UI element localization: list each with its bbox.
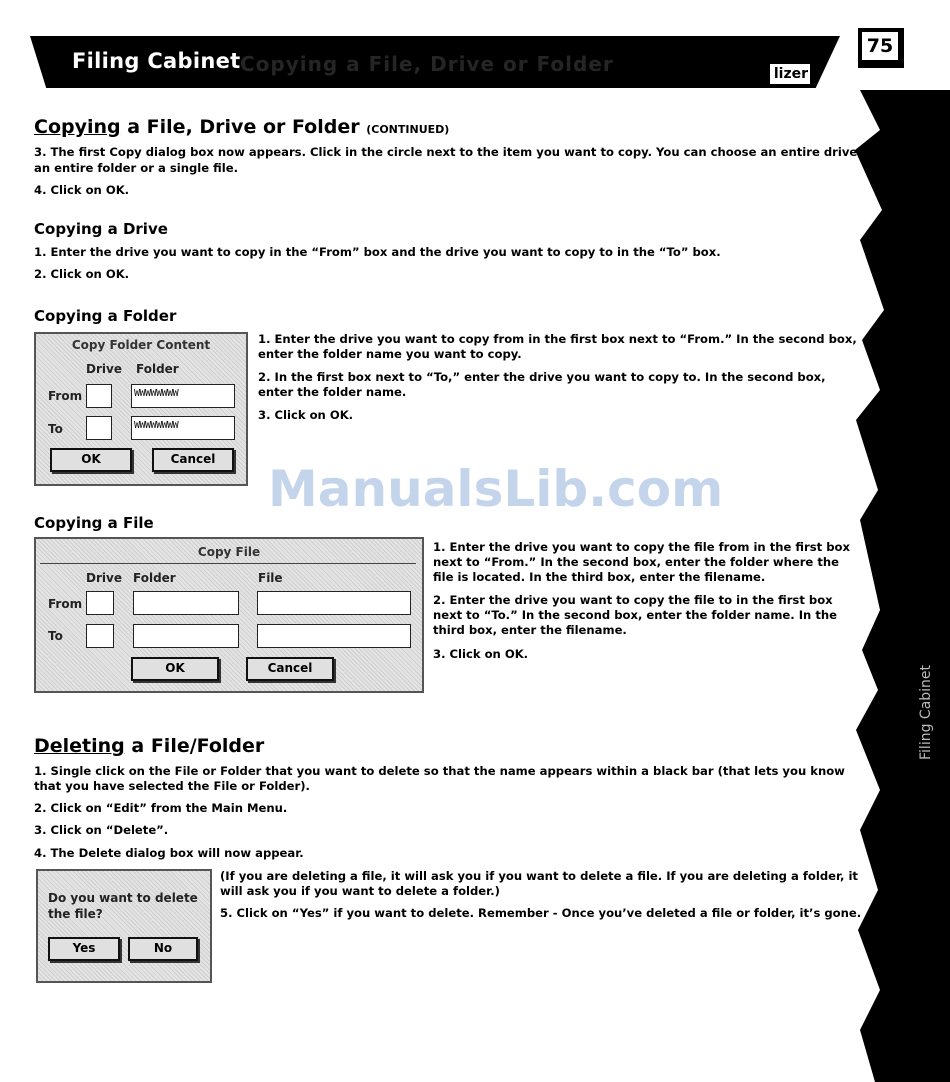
heading-continued: (CONTINUED) <box>366 123 450 136</box>
drive-step-1: 1. Enter the drive you want to copy in the “From” box and the drive you want to copy to in the “To” box. <box>34 245 721 259</box>
copy-step-4: 4. Click on OK. <box>34 183 130 197</box>
dialog-title: Copy File <box>197 545 261 559</box>
copy-step-3-cont: an entire folder or a single file. <box>34 161 238 175</box>
heading-rest: a File, Drive or Folder <box>120 116 367 138</box>
from-label: From <box>48 389 83 403</box>
to-label: To <box>48 422 63 436</box>
delete-question-line-2: the file? <box>48 907 103 921</box>
to-drive-input[interactable] <box>86 624 114 648</box>
column-folder-label: Folder <box>136 362 179 376</box>
ok-button[interactable]: OK <box>50 448 132 472</box>
side-tab-label: Filing Cabinet <box>918 664 934 760</box>
from-file-input[interactable] <box>257 591 411 615</box>
from-folder-input[interactable]: WWWWWWWW <box>131 384 235 408</box>
delete-dialog <box>36 869 212 983</box>
folder-step-1a: 1. Enter the drive you want to copy from in the first box next to “From.” In the second box, <box>258 332 857 346</box>
drive-step-2: 2. Click on OK. <box>34 267 130 281</box>
section-heading-drive: Copying a Drive <box>34 220 168 238</box>
from-drive-input[interactable] <box>86 384 112 408</box>
folder-step-2a: 2. In the first box next to “To,” enter the drive you want to copy to. In the second box, <box>258 370 826 384</box>
watermark: ManualsLib.com <box>268 460 724 518</box>
folder-step-1b: enter the folder name you want to copy. <box>258 347 522 361</box>
heading-underlined-word: Deleting <box>34 735 125 757</box>
title-divider <box>40 563 416 564</box>
from-drive-input[interactable] <box>86 591 114 615</box>
delete-step-3: 3. Click on “Delete”. <box>34 823 169 837</box>
to-file-input[interactable] <box>257 624 411 648</box>
file-step-1c: file is located. In the third box, enter the filename. <box>433 570 766 584</box>
column-drive-label: Drive <box>86 571 122 585</box>
to-label: To <box>48 629 63 643</box>
file-step-2b: next to “To.” In the second box, enter the folder name. In the <box>433 608 837 622</box>
delete-step-1a: 1. Single click on the File or Folder that you want to delete so that the name appears within a black bar (that lets you know <box>34 764 845 778</box>
page-title: Filing Cabinet <box>72 49 241 73</box>
folder-step-2b: enter the folder name. <box>258 385 407 399</box>
section-heading-file: Copying a File <box>34 514 154 532</box>
copy-folder-dialog <box>34 332 248 486</box>
from-label: From <box>48 597 83 611</box>
delete-question-line-1: Do you want to delete <box>48 891 198 905</box>
file-step-1a: 1. Enter the drive you want to copy the file from in the first box <box>433 540 850 554</box>
to-drive-input[interactable] <box>86 416 112 440</box>
ok-button[interactable]: OK <box>131 657 219 681</box>
section-heading-folder: Copying a Folder <box>34 307 177 325</box>
delete-step-1b: that you have selected the File or Folder). <box>34 779 310 793</box>
column-folder-label: Folder <box>133 571 176 585</box>
header-ghost-title: Copying a File, Drive or Folder <box>240 52 614 76</box>
column-drive-label: Drive <box>86 362 122 376</box>
section-heading-delete <box>34 735 264 757</box>
torn-edge-decoration <box>820 90 950 1082</box>
page-number: 75 <box>862 32 898 60</box>
copy-file-dialog <box>34 537 424 693</box>
to-folder-input[interactable] <box>133 624 239 648</box>
to-folder-input[interactable]: WWWWWWWW <box>131 416 235 440</box>
file-step-2a: 2. Enter the drive you want to copy the file to in the first box <box>433 593 833 607</box>
delete-step-2: 2. Click on “Edit” from the Main Menu. <box>34 801 288 815</box>
cancel-button[interactable]: Cancel <box>152 448 234 472</box>
delete-note-a: (If you are deleting a file, it will ask you if you want to delete a file. If you are deleting a folder, it <box>220 869 858 883</box>
brand-logo: lizer <box>770 64 810 84</box>
yes-button[interactable]: Yes <box>48 937 120 961</box>
no-button[interactable]: No <box>128 937 198 961</box>
file-step-2c: third box, enter the filename. <box>433 623 627 637</box>
delete-step-4: 4. The Delete dialog box will now appear. <box>34 846 304 860</box>
delete-note-b: will ask you if you want to delete a folder.) <box>220 884 500 898</box>
folder-step-3: 3. Click on OK. <box>258 408 354 422</box>
delete-step-5: 5. Click on “Yes” if you want to delete. Remember - Once you’ve deleted a file or folder, it’s gone. <box>220 906 862 920</box>
copy-step-3: 3. The first Copy dialog box now appears. Click in the circle next to the item you want to copy. You can choose an entire drive, <box>34 145 862 159</box>
file-step-3: 3. Click on OK. <box>433 647 529 661</box>
from-folder-input[interactable] <box>133 591 239 615</box>
section-heading-copy <box>34 116 449 138</box>
column-file-label: File <box>258 571 283 585</box>
heading-rest: a File/Folder <box>124 735 265 757</box>
file-step-1b: next to “From.” In the second box, enter the folder where the <box>433 555 839 569</box>
dialog-title: Copy Folder Content <box>71 338 211 352</box>
cancel-button[interactable]: Cancel <box>246 657 334 681</box>
heading-underlined-word: Copying <box>34 116 121 138</box>
